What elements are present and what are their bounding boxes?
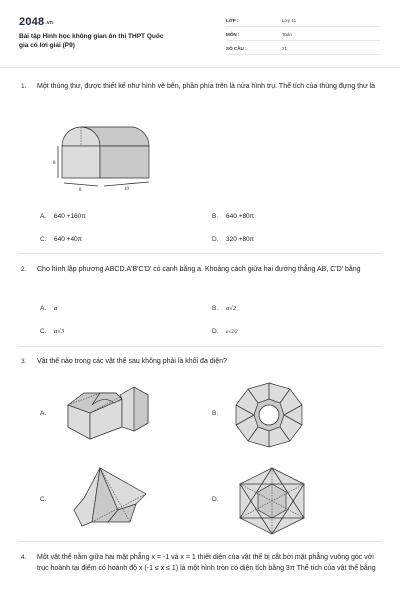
question-3-number: 3. [21,358,27,365]
divider [19,541,381,542]
q3-option-a[interactable]: A. [40,410,47,417]
mailbox-box-front [62,146,100,178]
document-title: Bài tập Hình học không gian ôn thi THPT Quốc gia có lời giải (P9) [19,33,164,49]
q1-option-c[interactable]: C. 640 +40π [40,236,83,243]
meta-row-class [226,15,380,27]
meta-row-subject [226,29,380,41]
label-height: 8 [53,161,56,166]
q2-option-b[interactable]: B. a√2 [212,305,237,312]
q1-option-b[interactable]: B. 640 +80π [212,213,255,220]
question-1-text: Một thùng thư, được thiết kế như hình vẽ bên, phần phía trên là nửa hình trụ. Thể tích của thùng đựng thư là [37,83,376,90]
question-2-text: Cho hình lập phương ABCD.A'B'C'D' có cạnh bằng a. Khoảng cách giữa hai đường thẳng AB, C'D' bằng [37,266,361,273]
meta-key: SỐ CÂU : [226,46,247,51]
question-2-number: 2. [21,266,27,273]
mailbox-figure [52,120,162,196]
solid-figure-c[interactable] [70,464,150,530]
question-4-text: Một vật thể nằm giữa hai mặt phẳng x = -1 và x = 1 thiết diện của vật thể bị cắt bởi mặt phẳng vuông góc với trục hoành tại điểm có hoành độ x (-1 ≤ x ≤ 1) là một hình tròn có diện tích bằng 3π Thể tích của vật thể bằng [37,554,376,572]
meta-value: 21 [282,46,288,51]
meta-key: LỚP : [226,18,239,23]
site-logo[interactable]: 2048.vn [19,16,54,28]
meta-value: Lớp 11 [282,18,297,23]
q1-option-d[interactable]: D. 320 +80π [212,236,255,243]
label-width: 8 [79,188,82,193]
mailbox-box-side [100,146,149,178]
q3-option-d[interactable]: D. [212,496,219,503]
solid-figure-d[interactable] [234,466,310,536]
divider [19,346,381,347]
q3-option-b[interactable]: B. [212,410,219,417]
meta-row-count [226,43,380,55]
question-3-text: Vật thể nào trong các vật thể sau không phải là khối đa diện? [37,358,227,365]
divider [19,253,381,254]
solid-figure-a[interactable] [64,383,154,443]
document-header [0,0,400,68]
label-length: 10 [124,187,129,192]
q1-option-a[interactable]: A. 640 +160π [40,213,86,220]
q3-option-c[interactable]: C. [40,496,47,503]
solid-figure-b[interactable] [232,381,306,449]
question-4-number: 4. [21,554,27,561]
q2-option-a[interactable]: A. a [40,305,58,312]
q2-option-c[interactable]: C. a√3 [40,328,65,335]
q2-option-d[interactable]: D. a√2/2 [212,328,238,335]
meta-value: Toán [282,32,292,37]
question-1-number: 1. [21,83,27,90]
meta-key: MÔN : [226,32,240,37]
